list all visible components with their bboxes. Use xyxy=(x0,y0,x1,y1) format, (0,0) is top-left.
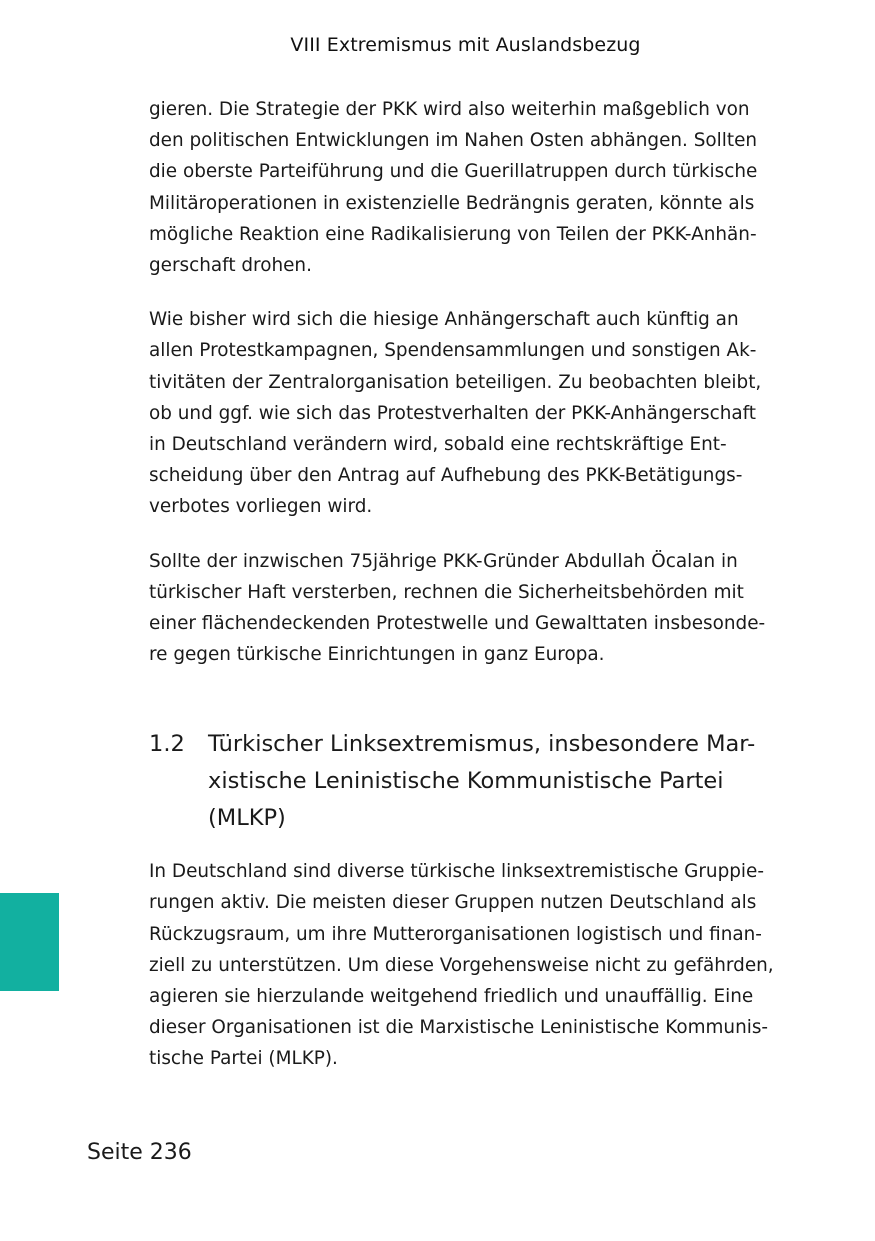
paragraph xyxy=(149,304,789,522)
paragraph xyxy=(149,94,789,281)
text-line: gieren. Die Strategie der PKK wird also weiterhin maßgeblich von xyxy=(149,99,750,120)
text-line: re gegen türkische Einrichtungen in ganz Europa. xyxy=(149,644,605,666)
text-line: türkischer Haft versterben, rechnen die Sicherheitsbehörden mit xyxy=(149,581,744,603)
section-title xyxy=(208,726,789,837)
text-line: verbotes vorliegen wird. xyxy=(149,496,373,518)
paragraph xyxy=(149,856,789,1074)
page-content xyxy=(149,94,789,1075)
running-header: VIII Extremismus mit Auslandsbezug xyxy=(290,34,641,56)
chapter-side-tab xyxy=(0,893,59,991)
page-number: Seite 236 xyxy=(87,1140,192,1165)
text-line: Sollte der inzwischen 75jährige PKK-Gründer Abdullah Öcalan in xyxy=(149,550,738,572)
section-number: 1.2 xyxy=(149,731,185,758)
text-line: rungen aktiv. Die meisten dieser Gruppen nutzen Deutschland als xyxy=(149,892,757,914)
text-line: einer flächendeckenden Protestwelle und Gewalttaten insbesonde- xyxy=(149,613,766,635)
text-line: scheidung über den Antrag auf Aufhebung des PKK-Betätigungs- xyxy=(149,465,743,487)
text-line: mögliche Reaktion eine Radikalisierung von Teilen der PKK-Anhän- xyxy=(149,223,757,245)
section-title-line: xistische Leninistische Kommunistische Partei xyxy=(208,768,724,795)
text-line: agieren sie hierzulande weitgehend friedlich und unauffällig. Eine xyxy=(149,985,754,1007)
text-line: tische Partei (MLKP). xyxy=(149,1048,338,1070)
text-line: Militäroperationen in existenzielle Bedrängnis geraten, könnte als xyxy=(149,192,755,214)
text-line: gerschaft drohen. xyxy=(149,255,312,277)
text-line: ob und ggf. wie sich das Protestverhalten der PKK-Anhängerschaft xyxy=(149,402,757,424)
text-line: in Deutschland verändern wird, sobald eine rechtskräftige Ent- xyxy=(149,434,727,456)
section-title-line: (MLKP) xyxy=(208,805,286,832)
text-line: Wie bisher wird sich die hiesige Anhängerschaft auch künftig an xyxy=(149,309,739,331)
text-line: den politischen Entwicklungen im Nahen Osten abhängen. Sollten xyxy=(149,130,758,152)
paragraph xyxy=(149,546,789,671)
text-line: ziell zu unterstützen. Um diese Vorgehensweise nicht zu gefährden, xyxy=(149,954,774,976)
section-title-line: Türkischer Linksextremismus, insbesondere Mar- xyxy=(208,731,756,758)
text-line: Rückzugsraum, um ihre Mutterorganisationen logistisch und finan- xyxy=(149,923,762,945)
section-heading xyxy=(149,726,789,837)
text-line: die oberste Parteiführung und die Guerillatruppen durch türkische xyxy=(149,161,758,183)
text-line: In Deutschland sind diverse türkische linksextremistische Gruppie- xyxy=(149,861,764,883)
text-line: dieser Organisationen ist die Marxistische Leninistische Kommunis- xyxy=(149,1017,769,1039)
text-line: allen Protestkampagnen, Spendensammlungen und sonstigen Ak- xyxy=(149,340,757,362)
text-line: tivitäten der Zentralorganisation beteiligen. Zu beobachten bleibt, xyxy=(149,371,762,393)
